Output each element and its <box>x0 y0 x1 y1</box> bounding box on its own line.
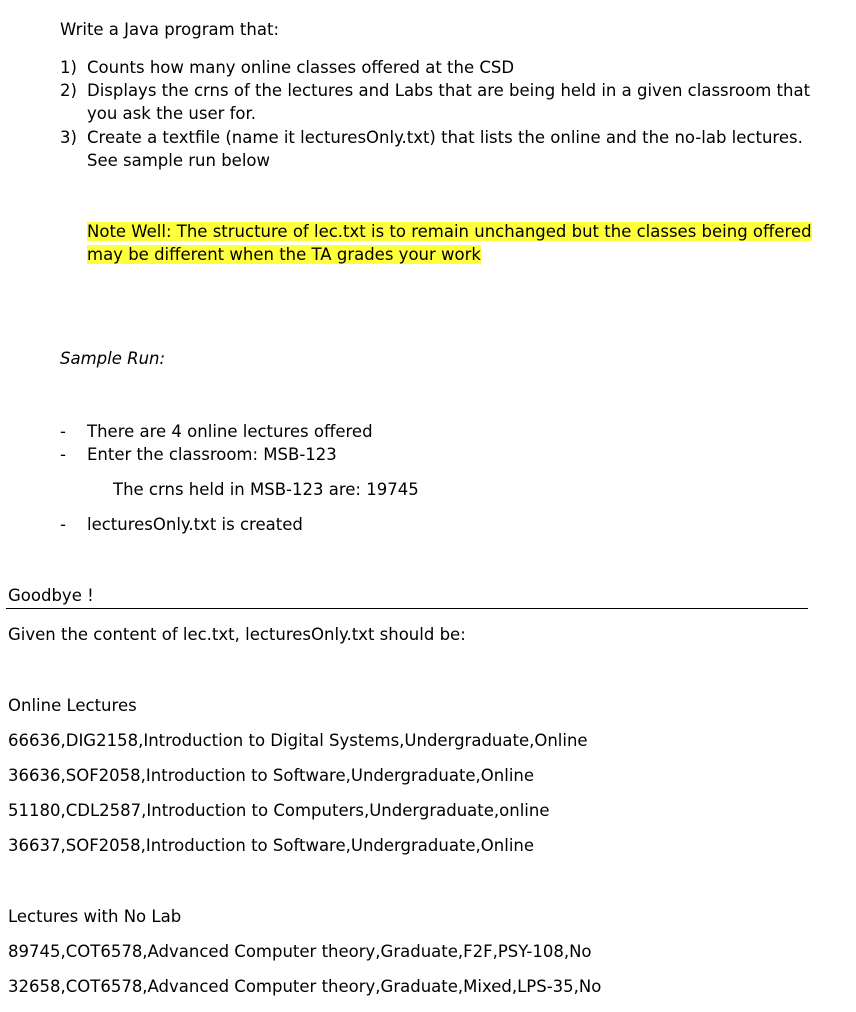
lecture-row: 36636,SOF2058,Introduction to Software,Undergraduate,Online <box>8 766 535 785</box>
divider-line <box>6 608 808 609</box>
note-line: Note Well: The structure of lec.txt is to remain unchanged but the classes being offered <box>87 222 812 241</box>
task-number: 3) <box>60 128 77 147</box>
task-text-continued: you ask the user for. <box>87 104 257 123</box>
task-text-continued: See sample run below <box>87 151 270 170</box>
sample-line: Enter the classroom: MSB-123 <box>87 445 337 464</box>
lecture-row: 66636,DIG2158,Introduction to Digital Systems,Undergraduate,Online <box>8 731 588 750</box>
section-title: Lectures with No Lab <box>8 907 182 926</box>
lecture-row: 36637,SOF2058,Introduction to Software,Undergraduate,Online <box>8 836 535 855</box>
bullet-dash: - <box>60 422 66 441</box>
goodbye-text: Goodbye ! <box>8 586 94 605</box>
task-text: Counts how many online classes offered at the CSD <box>87 58 515 77</box>
lecture-row: 89745,COT6578,Advanced Computer theory,Graduate,F2F,PSY-108,No <box>8 942 592 961</box>
task-number: 2) <box>60 81 77 100</box>
lecture-row: 51180,CDL2587,Introduction to Computers,Undergraduate,online <box>8 801 550 820</box>
sample-line: There are 4 online lectures offered <box>87 422 373 441</box>
bullet-dash: - <box>60 445 66 464</box>
task-text: Displays the crns of the lectures and Labs that are being held in a given classroom that <box>87 81 811 100</box>
crns-result-line: The crns held in MSB-123 are: 19745 <box>113 480 419 499</box>
output-heading: Given the content of lec.txt, lecturesOnly.txt should be: <box>8 625 466 644</box>
lecture-row: 32658,COT6578,Advanced Computer theory,Graduate,Mixed,LPS-35,No <box>8 977 602 996</box>
sample-run-label: Sample Run: <box>60 349 166 368</box>
bullet-dash: - <box>60 515 66 534</box>
note-line: may be different when the TA grades your work <box>87 245 481 264</box>
task-text: Create a textfile (name it lecturesOnly.txt) that lists the online and the no-lab lectures. <box>87 128 803 147</box>
task-number: 1) <box>60 58 77 77</box>
file-created-line: lecturesOnly.txt is created <box>87 515 303 534</box>
intro-text: Write a Java program that: <box>60 20 280 39</box>
section-title: Online Lectures <box>8 696 137 715</box>
